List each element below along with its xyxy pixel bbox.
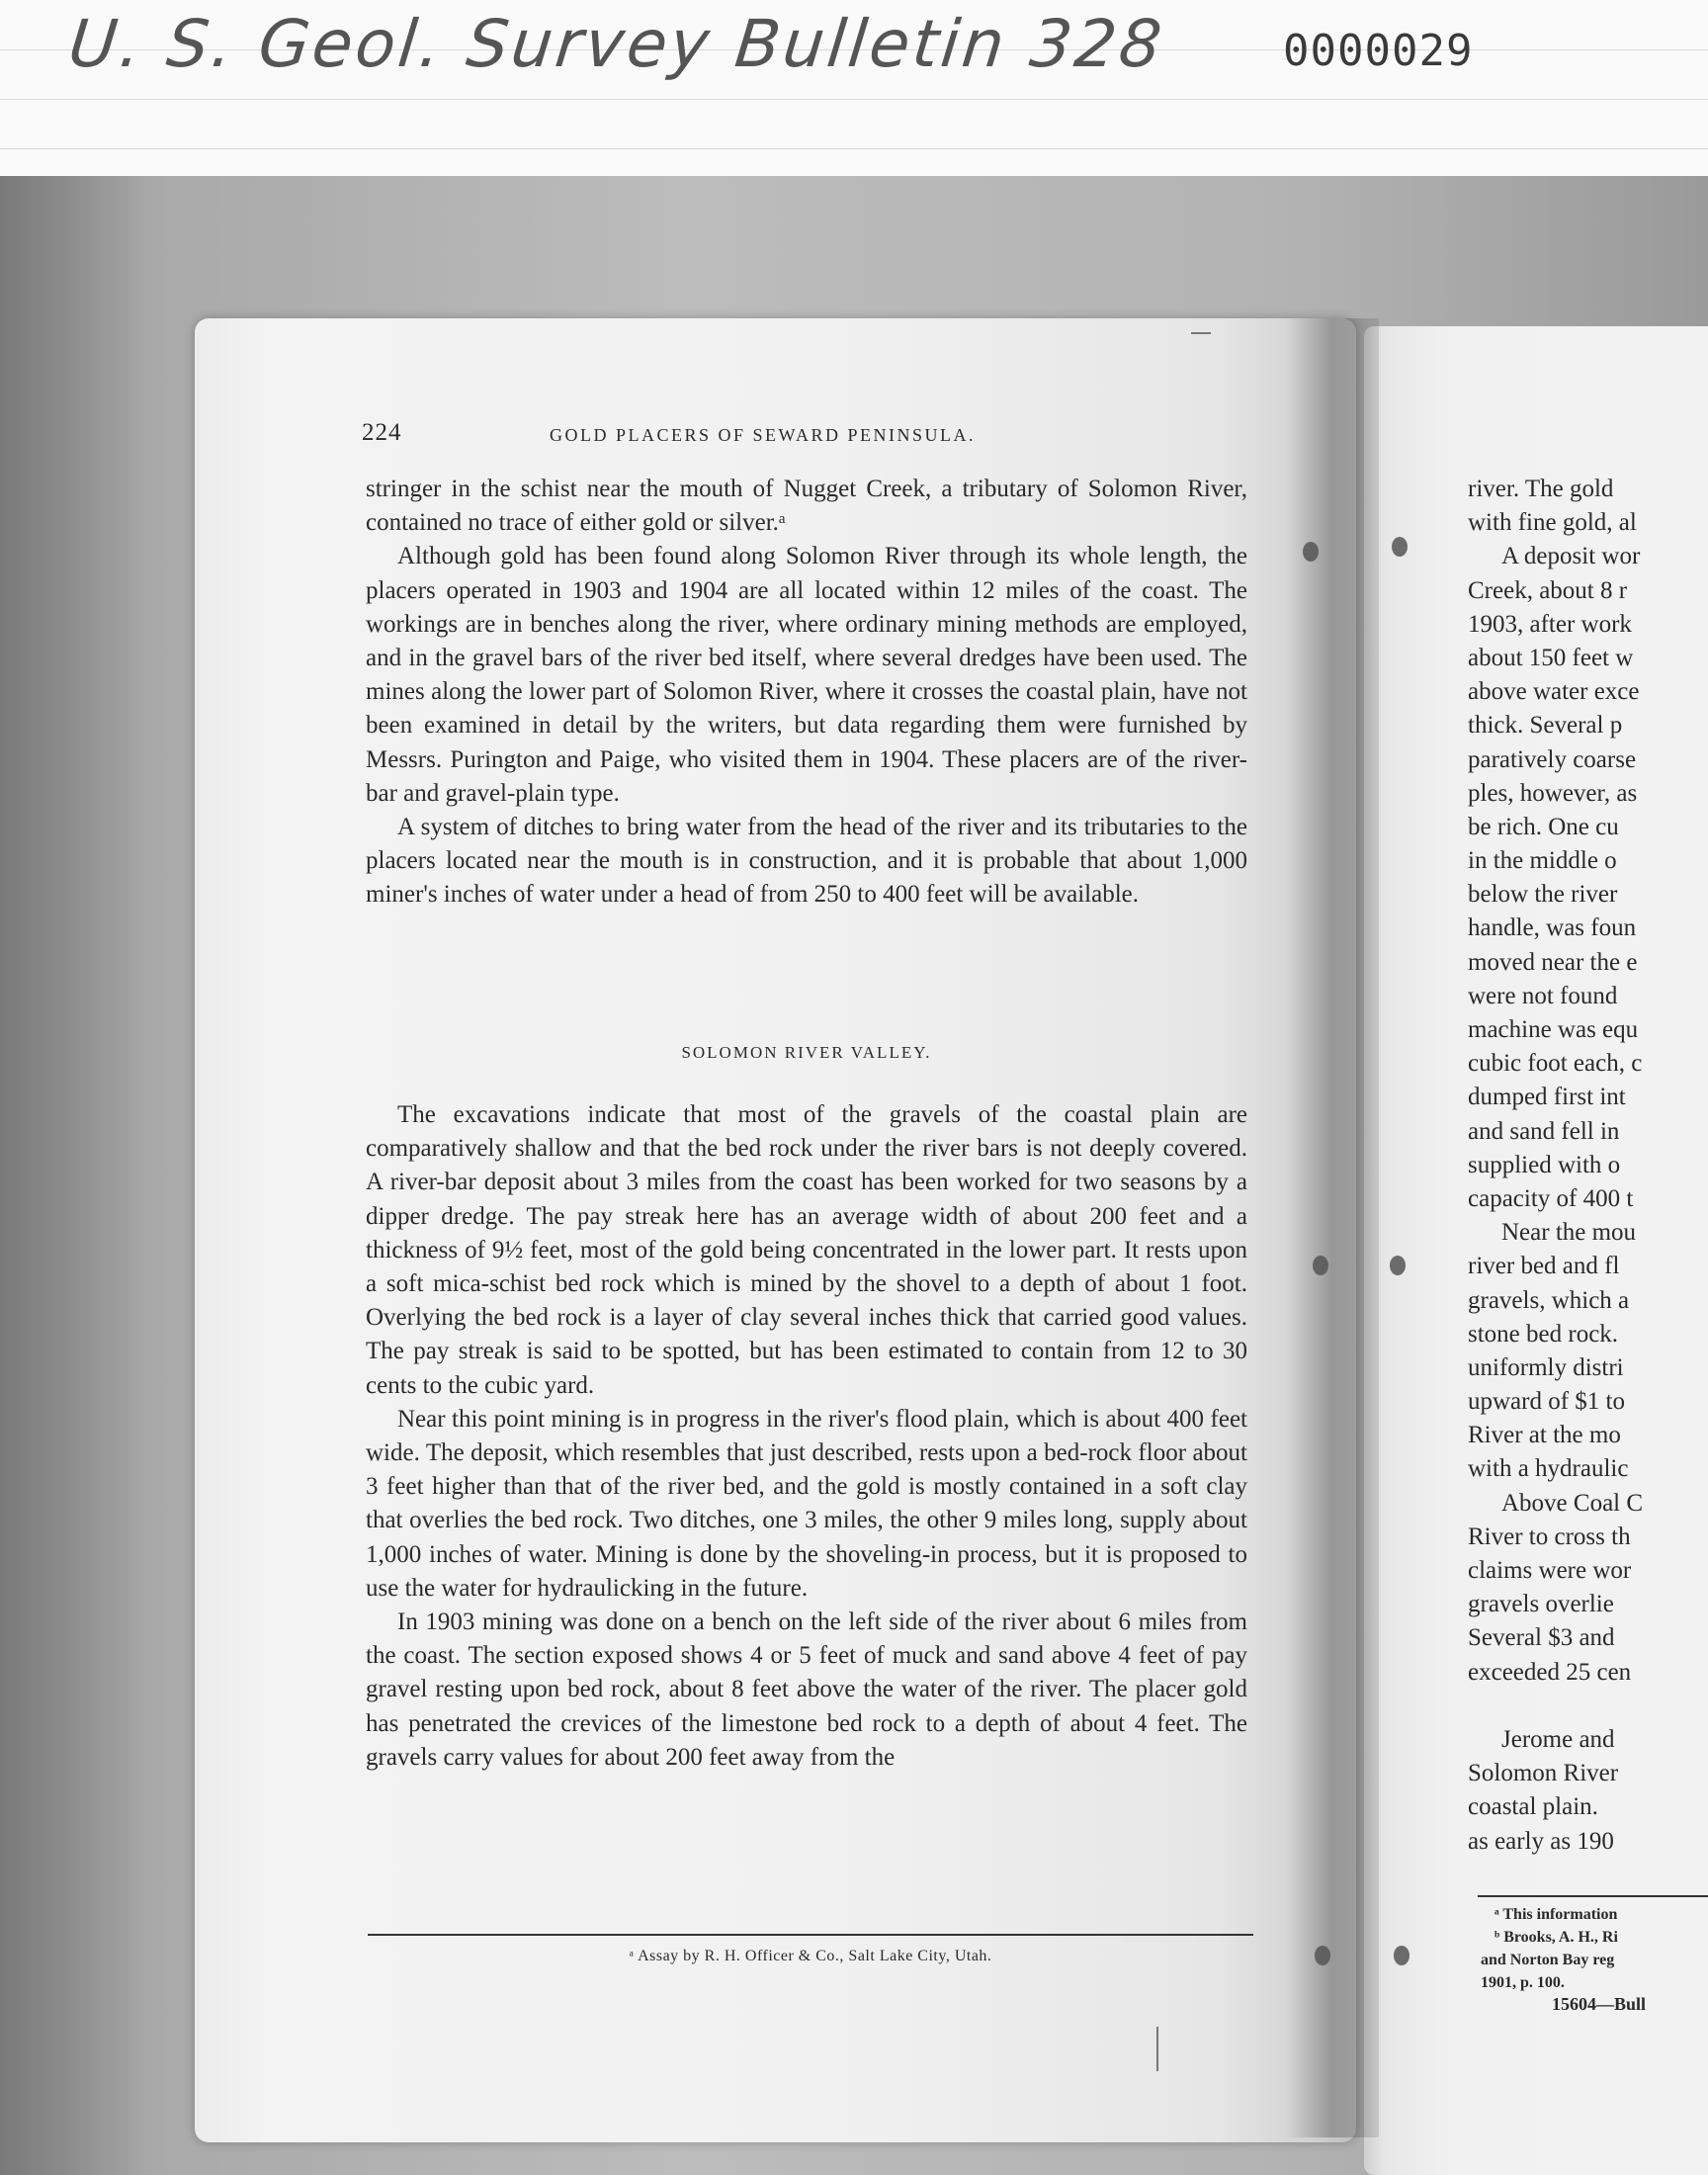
right-page-line: gravels, which a — [1468, 1286, 1630, 1314]
right-page-line: exceeded 25 cen — [1468, 1658, 1632, 1686]
right-page-line: A deposit wor — [1501, 543, 1641, 570]
right-page-line: about 150 feet w — [1468, 644, 1634, 671]
right-page-footnotes — [1481, 1903, 1708, 1994]
paragraph: stringer in the schist near the mouth of Nugget Creek, a tributary of Solomon River, contained no trace of either gold or silver.ᵃ — [366, 476, 1247, 537]
right-page-line: moved near the e — [1468, 948, 1638, 976]
text-block-top — [366, 473, 1247, 913]
right-page-line: River to cross th — [1468, 1522, 1631, 1550]
right-page-line: river bed and fl — [1468, 1253, 1620, 1280]
right-page-footnote: 1901, p. 100. — [1481, 1974, 1565, 1991]
text-block-bottom — [366, 1098, 1247, 1775]
right-page-line: River at the mo — [1468, 1422, 1621, 1449]
right-page-line: in the middle o — [1468, 847, 1617, 875]
stamp-number: 0000029 — [1283, 26, 1474, 76]
footnote-rule — [368, 1934, 1253, 1936]
right-page-line: with fine gold, al — [1468, 509, 1637, 537]
right-page-line: dumped first int — [1468, 1084, 1626, 1111]
rule-line — [0, 99, 1708, 100]
scratch-mark — [1191, 332, 1211, 334]
right-page-line: and sand fell in — [1468, 1117, 1620, 1145]
right-page-line: upward of $1 to — [1468, 1388, 1625, 1416]
paper-strip — [0, 0, 1708, 176]
right-page-line: gravels overlie — [1468, 1591, 1614, 1618]
right-page-footnote: ᵇ Brooks, A. H., Ri — [1494, 1929, 1618, 1946]
right-page-line: Creek, about 8 r — [1468, 576, 1628, 604]
right-page-line: as early as 190 — [1468, 1827, 1614, 1855]
paragraph: Although gold has been found along Solomon River through its whole length, the placers operated in 1903 and 1904 are all located within 12 miles of the coast. The workings are in benches along the river, where ordinary mining methods are employed, and in the gravel bars of the river bed itself, where several dredges have been used. The mines along the lower part of Solomon River, where it crosses the coastal plain, have not been examined in detail by the writers, but data regarding them were furnished by Messrs. Purington and Paige, who visited them in 1904. These placers are of the river-bar and gravel-plain type. — [366, 543, 1247, 807]
right-page-line — [1468, 1690, 1708, 1723]
running-head: GOLD PLACERS OF SEWARD PENINSULA. — [550, 425, 977, 445]
section-heading: SOLOMON RIVER VALLEY. — [681, 1043, 932, 1062]
paragraph: Near this point mining is in progress in the river's flood plain, which is about 400 feet wide. The deposit, which resembles that just described, rests upon a bed-rock floor about 3 feet higher than that of the river bed, and the gold is mostly contained in a soft clay that overlies the bed rock. Two ditches, one 3 miles, the other 9 miles long, supply about 1,000 inches of water. Mining is done by the shoveling-in process, but it is proposed to use the water for hydraulicking in the future. — [366, 1405, 1247, 1602]
right-page-line: 1903, after work — [1468, 610, 1632, 638]
right-page-line: ples, however, as — [1468, 779, 1638, 807]
right-page-line: handle, was foun — [1468, 914, 1637, 942]
right-page-line: Several $3 and — [1468, 1624, 1615, 1652]
right-page-line: Near the mou — [1501, 1219, 1637, 1247]
right-page-line: thick. Several p — [1468, 712, 1623, 740]
rule-line — [0, 148, 1708, 149]
right-page-line: claims were wor — [1468, 1557, 1632, 1584]
page-gutter — [1285, 318, 1379, 2137]
right-page-line: stone bed rock. — [1468, 1320, 1619, 1348]
signature-code: 15604—Bull — [1552, 1994, 1647, 2014]
footnote-rule — [1478, 1895, 1708, 1897]
right-page-text — [1468, 473, 1708, 1859]
binding-hole — [1315, 1946, 1330, 1965]
right-page-line: above water exce — [1468, 678, 1640, 706]
right-page-line: Above Coal C — [1501, 1489, 1644, 1517]
handwritten-title: U. S. Geol. Survey Bulletin 328 — [64, 6, 1168, 82]
right-page-line: river. The gold — [1468, 476, 1614, 502]
right-page-line: uniformly distri — [1468, 1353, 1624, 1381]
right-page-line: capacity of 400 t — [1468, 1184, 1634, 1212]
paragraph: In 1903 mining was done on a bench on the left side of the river about 6 miles from the coast. The section exposed shows 4 or 5 feet of muck and sand above 4 feet of pay gravel resting upon bed rock, about 8 feet above the water of the river. The placer gold has penetrated the crevices of the limestone bed rock to a depth of about 4 feet. The gravels carry values for about 200 feet away from the — [366, 1609, 1247, 1771]
right-page-line: be rich. One cu — [1468, 813, 1619, 840]
page-header — [362, 419, 1232, 453]
right-page-line: were not found — [1468, 982, 1618, 1009]
binding-hole — [1392, 537, 1408, 557]
binding-hole — [1313, 1256, 1328, 1275]
right-page-line: paratively coarse — [1468, 745, 1637, 773]
right-page-line: coastal plain. — [1468, 1793, 1598, 1821]
right-page-line: cubic foot each, c — [1468, 1050, 1643, 1078]
right-page-line: below the river — [1468, 881, 1618, 909]
footnote: ᵃ Assay by R. H. Officer & Co., Salt Lake City, Utah. — [629, 1948, 992, 1964]
right-page-line: Jerome and — [1501, 1725, 1615, 1753]
right-page-line: with a hydraulic — [1468, 1455, 1629, 1483]
binding-hole — [1394, 1946, 1409, 1965]
binding-hole — [1390, 1256, 1406, 1275]
right-page-line: Solomon River — [1468, 1760, 1619, 1787]
page-number: 224 — [362, 419, 402, 446]
right-page-footnote: and Norton Bay reg — [1481, 1952, 1615, 1968]
scratch-mark — [1156, 2027, 1158, 2071]
paragraph: A system of ditches to bring water from the head of the river and its tributaries to the placers located near the mouth is in construction, and it is probable that about 1,000 miner's inches of water under a head of from 250 to 400 feet will be available. — [366, 814, 1247, 909]
paragraph: The excavations indicate that most of the gravels of the coastal plain are comparatively shallow and that the bed rock under the river bars is not deeply covered. A river-bar deposit about 3 miles from the coast has been worked for two seasons by a dipper dredge. The pay streak here has an average width of about 200 feet and a thickness of 9½ feet, most of the gold being concentrated in the lower part. It rests upon a soft mica-schist bed rock which is mined by the shovel to a depth of about 1 foot. Overlying the bed rock is a layer of clay several inches thick that carried good values. The pay streak is said to be spotted, but has been estimated to contain from 12 to 30 cents to the cubic yard. — [366, 1101, 1247, 1399]
right-page-line: machine was equ — [1468, 1016, 1639, 1043]
binding-hole — [1303, 542, 1319, 562]
right-page-line: supplied with o — [1468, 1151, 1621, 1178]
right-page-footnote: ᵃ This information — [1494, 1906, 1618, 1923]
